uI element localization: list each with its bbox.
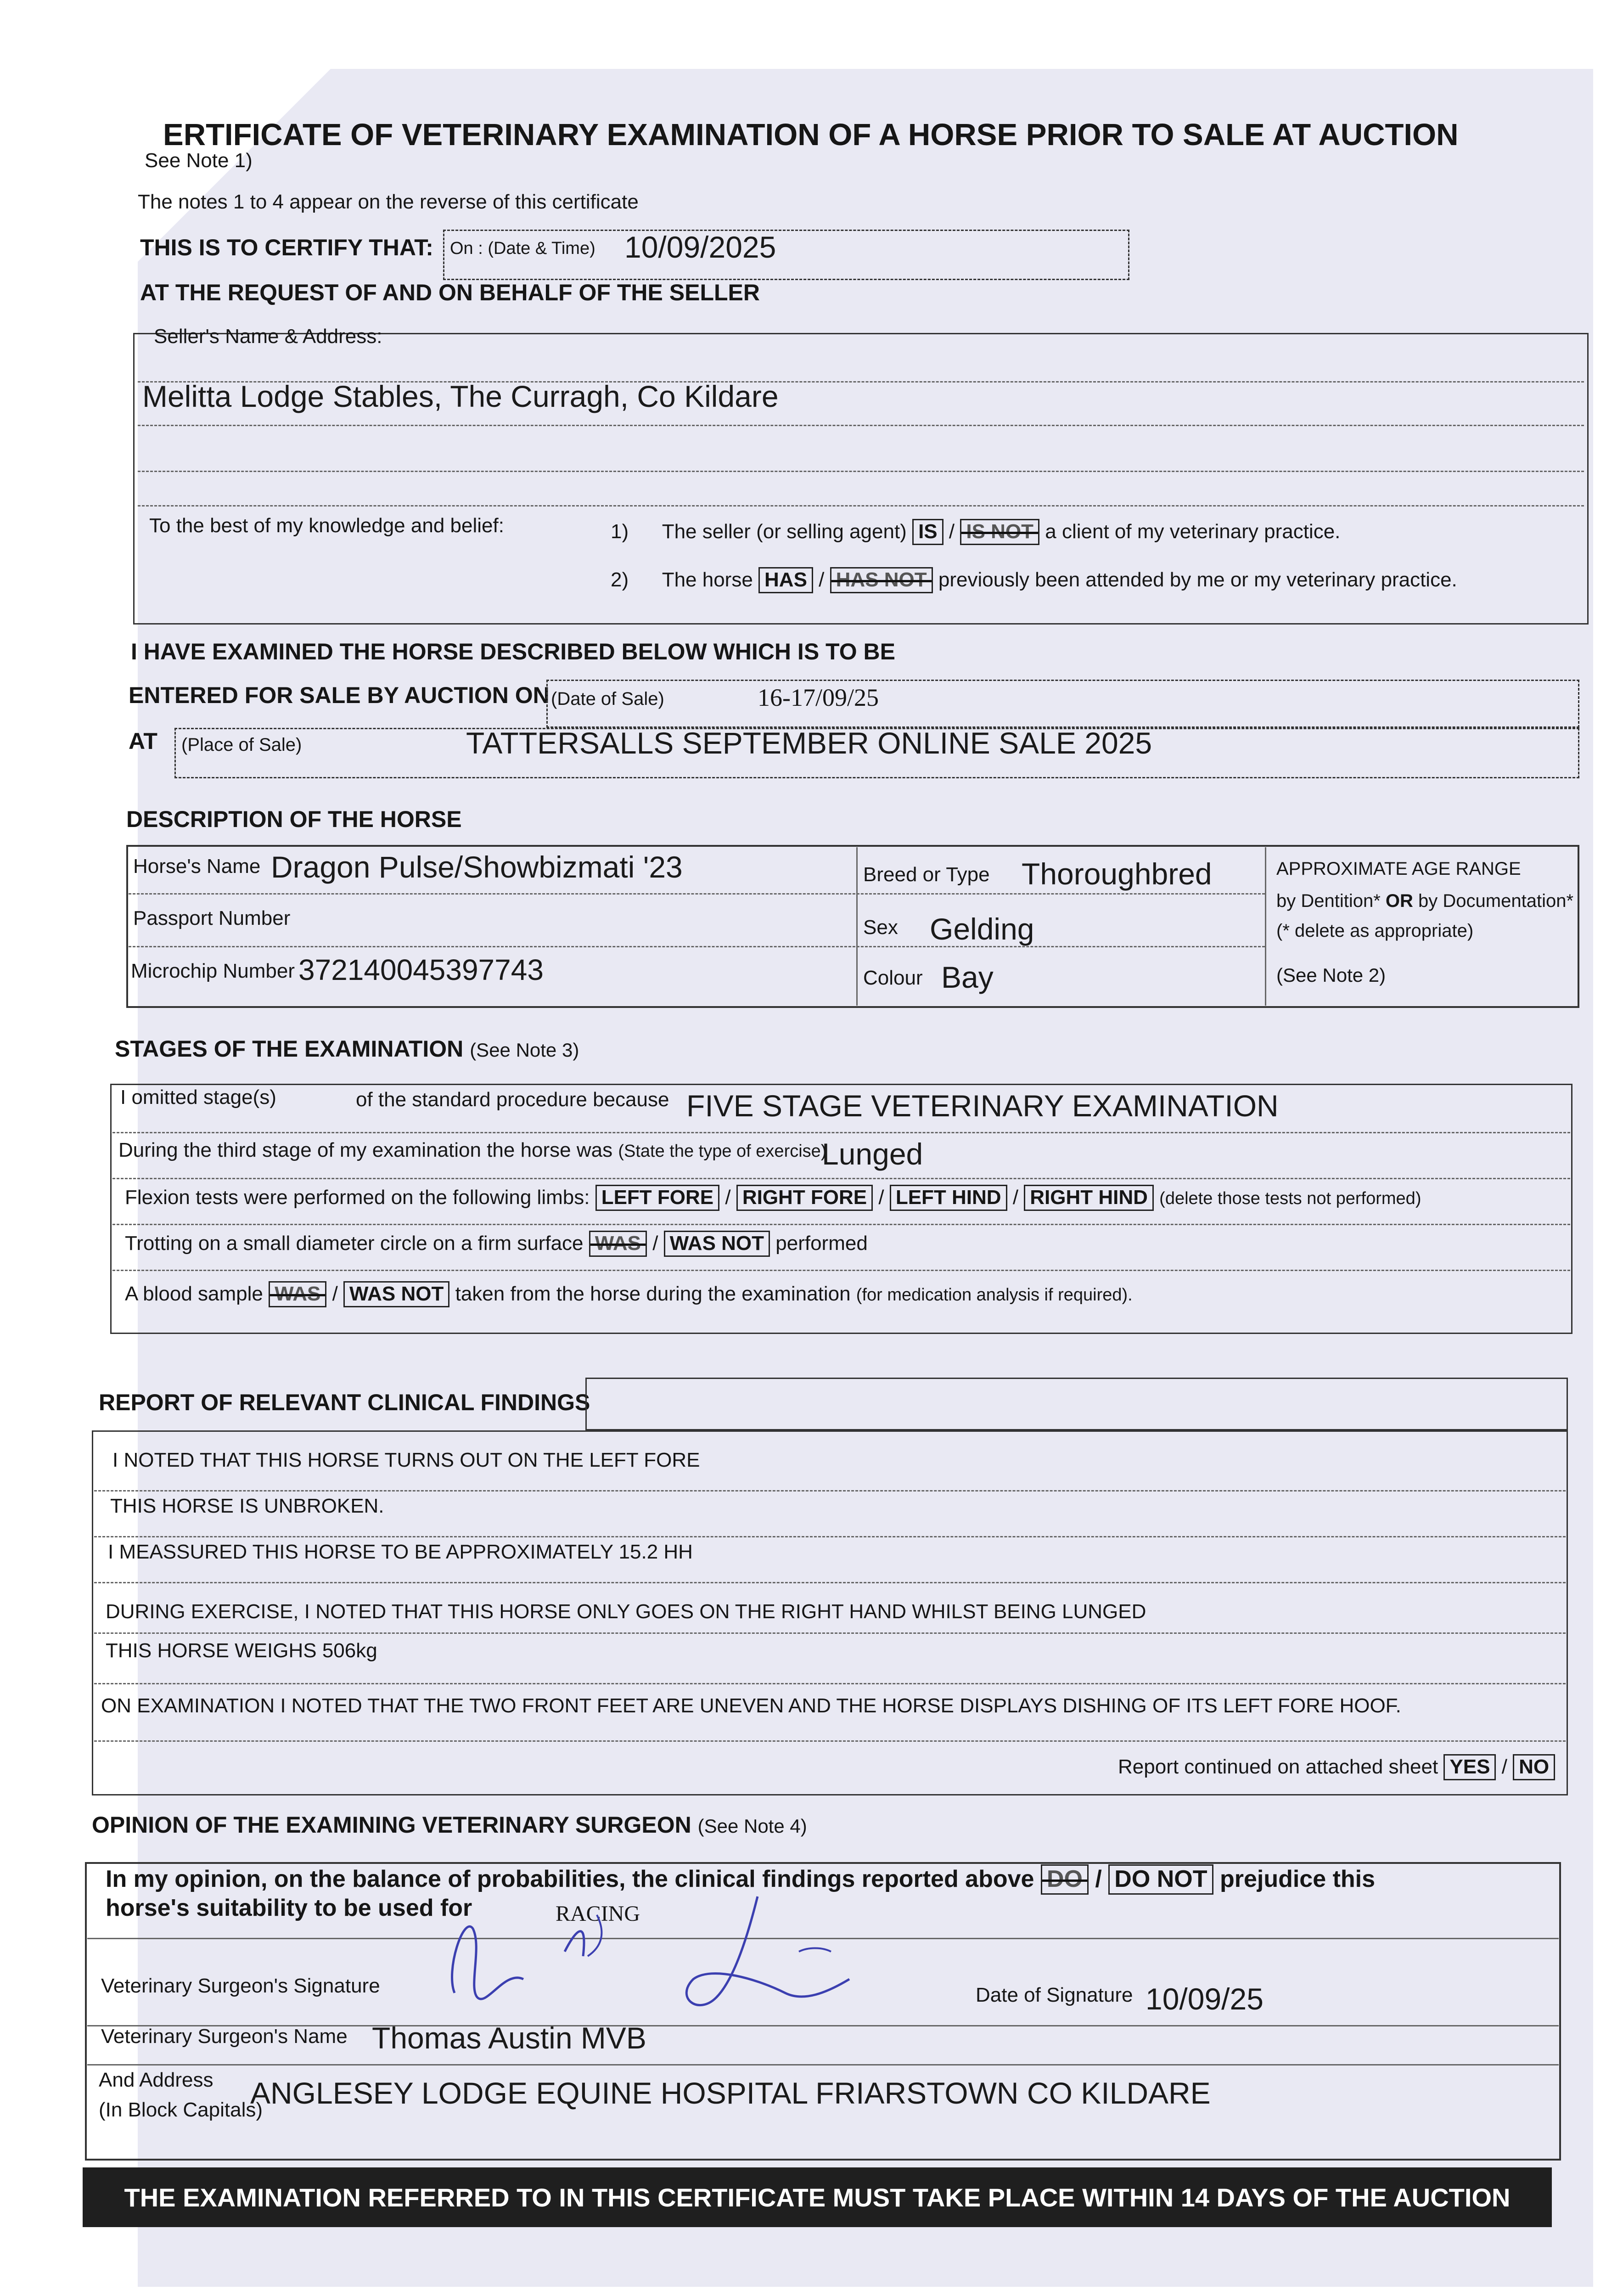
age-by-dentition: by Dentition*	[1276, 891, 1381, 911]
description-row-divider-2	[129, 946, 1265, 947]
report-line-6: ON EXAMINATION I NOTED THAT THE TWO FRONT FEET ARE UNEVEN AND THE HORSE DISPLAYS DISHING OF ITS LEFT FORE HOOF.	[101, 1694, 1401, 1717]
opinion-heading-text: OPINION OF THE EXAMINING VETERINARY SURGEON	[92, 1812, 691, 1838]
statement-1-option-is: IS	[912, 519, 943, 545]
omitted-mid: of the standard procedure because	[356, 1088, 669, 1111]
statement-2-pre: The horse	[662, 568, 753, 591]
at-label: AT	[129, 728, 157, 754]
age-see-note: (See Note 2)	[1276, 964, 1386, 986]
report-divider-5	[94, 1683, 1566, 1684]
notes-line: The notes 1 to 4 appear on the reverse of this certificate	[138, 191, 639, 213]
opinion-heading-note: (See Note 4)	[697, 1815, 807, 1837]
description-col-divider-2	[1265, 847, 1266, 1006]
limb-left-hind: LEFT HIND	[890, 1185, 1007, 1211]
address-value: ANGLESEY LODGE EQUINE HOSPITAL FRIARSTOWN CO KILDARE	[250, 2076, 1211, 2110]
third-stage-value: Lunged	[822, 1137, 923, 1171]
age-or: OR	[1385, 891, 1413, 911]
statement-2-number: 2)	[611, 568, 629, 591]
request-label: AT THE REQUEST OF AND ON BEHALF OF THE SELLER	[140, 280, 760, 305]
statement-1-option-is-not: IS NOT	[960, 519, 1039, 545]
report-heading: REPORT OF RELEVANT CLINICAL FINDINGS	[99, 1390, 590, 1415]
colour-label: Colour	[863, 967, 923, 989]
statement-1-separator: /	[949, 520, 955, 543]
passport-label: Passport Number	[133, 907, 291, 929]
trotting-post: performed	[775, 1232, 868, 1255]
stages-divider-2	[112, 1178, 1570, 1179]
surgeon-name-value: Thomas Austin MVB	[372, 2021, 646, 2055]
signature-label: Veterinary Surgeon's Signature	[101, 1975, 380, 1997]
date-of-signature-value: 10/09/25	[1146, 1982, 1264, 2016]
blood-note: (for medication analysis if required).	[856, 1285, 1133, 1305]
certificate-title: ERTIFICATE OF VETERINARY EXAMINATION OF A HORSE PRIOR TO SALE AT AUCTION	[163, 118, 1459, 152]
statement-1	[611, 519, 1340, 545]
report-divider-4	[94, 1632, 1566, 1634]
certify-date-value: 10/09/2025	[624, 230, 776, 264]
stages-heading-note: (See Note 3)	[470, 1039, 579, 1061]
sale-date-box	[546, 680, 1579, 728]
horse-name-value: Dragon Pulse/Showbizmati '23	[271, 850, 683, 884]
sale-place-label: (Place of Sale)	[181, 735, 302, 755]
statement-2-option-has-not: HAS NOT	[830, 567, 933, 593]
trotting-option-was: WAS	[589, 1231, 647, 1257]
trotting-line	[125, 1231, 868, 1257]
opinion-line-1-pre: In my opinion, on the balance of probabilities, the clinical findings reported above	[106, 1866, 1034, 1892]
limb-left-fore: LEFT FORE	[595, 1185, 719, 1211]
stages-heading-text: STAGES OF THE EXAMINATION	[115, 1036, 464, 1062]
stages-divider-1	[112, 1132, 1570, 1133]
age-range-label: APPROXIMATE AGE RANGE	[1276, 859, 1521, 879]
opinion-option-do: DO	[1041, 1864, 1089, 1895]
opinion-line-2: horse's suitability to be used for	[106, 1895, 472, 1921]
certify-label: THIS IS TO CERTIFY THAT:	[140, 235, 433, 260]
trotting-label: Trotting on a small diameter circle on a firm surface	[125, 1232, 584, 1255]
examined-label: I HAVE EXAMINED THE HORSE DESCRIBED BELOW WHICH IS TO BE	[131, 639, 895, 664]
trotting-separator: /	[652, 1232, 658, 1255]
report-divider-6	[94, 1740, 1566, 1742]
report-divider-1	[94, 1490, 1566, 1491]
flexion-label: Flexion tests were performed on the following limbs:	[125, 1186, 590, 1209]
report-continued	[1118, 1754, 1555, 1780]
seller-divider-2	[138, 425, 1584, 426]
intended-use-value: RACING	[556, 1902, 640, 1926]
breed-value: Thoroughbred	[1022, 857, 1212, 891]
report-continued-no: NO	[1513, 1754, 1555, 1780]
footer-text: THE EXAMINATION REFERRED TO IN THIS CERTIFICATE MUST TAKE PLACE WITHIN 14 DAYS OF THE AUCTION	[124, 2183, 1511, 2212]
blood-label: A blood sample	[125, 1283, 263, 1305]
report-line-1: I NOTED THAT THIS HORSE TURNS OUT ON THE LEFT FORE	[112, 1449, 700, 1471]
age-by-documentation: by Documentation*	[1418, 891, 1574, 911]
opinion-option-separator: /	[1095, 1866, 1102, 1892]
footer-banner	[83, 2167, 1552, 2227]
omitted-value: FIVE STAGE VETERINARY EXAMINATION	[686, 1089, 1279, 1123]
seller-divider-4	[138, 505, 1584, 506]
limb-right-fore: RIGHT FORE	[736, 1185, 873, 1211]
see-note-1: See Note 1)	[145, 149, 253, 172]
blood-post: taken from the horse during the examination	[455, 1283, 851, 1305]
address-label-2: (In Block Capitals)	[99, 2099, 263, 2121]
statement-2-option-has: HAS	[758, 567, 813, 593]
belief-label: To the best of my knowledge and belief:	[149, 514, 504, 537]
report-continued-yes: YES	[1443, 1754, 1496, 1780]
microchip-label: Microchip Number	[131, 960, 295, 982]
third-stage-line	[118, 1139, 826, 1162]
surgeon-name-label: Veterinary Surgeon's Name	[101, 2025, 348, 2048]
opinion-divider-3	[87, 2064, 1559, 2065]
report-line-2: THIS HORSE IS UNBROKEN.	[110, 1495, 384, 1517]
age-delete-note: (* delete as appropriate)	[1276, 921, 1474, 941]
stages-divider-3	[112, 1224, 1570, 1225]
opinion-heading	[92, 1812, 807, 1838]
breed-label: Breed or Type	[863, 863, 990, 886]
sale-date-value: 16-17/09/25	[758, 684, 879, 711]
sex-value: Gelding	[930, 912, 1034, 946]
report-continued-separator: /	[1501, 1756, 1507, 1778]
date-of-signature-label: Date of Signature	[976, 1984, 1133, 2006]
report-line-5: THIS HORSE WEIGHS 506kg	[106, 1639, 377, 1662]
opinion-option-do-not: DO NOT	[1108, 1864, 1213, 1895]
flexion-line: Flexion tests were performed on the following limbs: LEFT FORE / RIGHT FORE / LEFT HIND / RIGHT HIND (delete those tests not performed)	[125, 1185, 1421, 1211]
blood-option-was-not: WAS NOT	[343, 1281, 449, 1307]
report-divider-2	[94, 1536, 1566, 1537]
statement-2-separator: /	[819, 568, 825, 591]
colour-value: Bay	[941, 960, 994, 994]
statement-1-number: 1)	[611, 520, 629, 543]
report-divider-3	[94, 1582, 1566, 1583]
description-heading: DESCRIPTION OF THE HORSE	[126, 806, 462, 832]
report-continued-label: Report continued on attached sheet	[1118, 1756, 1438, 1778]
blood-option-was: WAS	[269, 1281, 326, 1307]
age-range-methods	[1276, 891, 1573, 912]
address-label: And Address	[99, 2069, 213, 2091]
seller-name-label: Seller's Name & Address:	[154, 325, 382, 348]
trotting-option-was-not: WAS NOT	[664, 1231, 770, 1257]
blood-separator: /	[332, 1283, 338, 1305]
horse-name-label: Horse's Name	[133, 855, 261, 878]
signature-scribble	[436, 1878, 895, 2025]
stages-divider-4	[112, 1270, 1570, 1271]
sale-date-label: (Date of Sale)	[551, 689, 664, 709]
third-stage-label: During the third stage of my examination the horse was	[118, 1139, 613, 1161]
seller-name-value: Melitta Lodge Stables, The Curragh, Co Kildare	[142, 379, 779, 413]
sale-place-value: TATTERSALLS SEPTEMBER ONLINE SALE 2025	[466, 726, 1152, 760]
sex-label: Sex	[863, 916, 898, 939]
entered-label: ENTERED FOR SALE BY AUCTION ON	[129, 682, 550, 708]
statement-2-post: previously been attended by me or my veterinary practice.	[938, 568, 1457, 591]
certify-date-label: On : (Date & Time)	[450, 239, 595, 258]
description-col-divider-1	[856, 847, 858, 1006]
statement-1-post: a client of my veterinary practice.	[1045, 520, 1341, 543]
limb-right-hind: RIGHT HIND	[1024, 1185, 1154, 1211]
opinion-line-1-post: prejudice this	[1219, 1866, 1376, 1892]
seller-divider-3	[138, 471, 1584, 472]
report-line-3: I MEASSURED THIS HORSE TO BE APPROXIMATELY 15.2 HH	[108, 1541, 693, 1563]
stages-heading	[115, 1035, 579, 1062]
statement-1-pre: The seller (or selling agent)	[662, 520, 907, 543]
blood-line	[125, 1281, 1133, 1307]
omitted-label: I omitted stage(s)	[120, 1086, 276, 1109]
statement-2	[611, 567, 1457, 593]
microchip-value: 372140045397743	[298, 953, 544, 986]
report-header-box	[585, 1378, 1568, 1430]
description-row-divider-1	[129, 893, 1265, 895]
flexion-note: (delete those tests not performed)	[1159, 1189, 1421, 1208]
third-stage-note: (State the type of exercise)	[618, 1142, 827, 1161]
report-line-4: DURING EXERCISE, I NOTED THAT THIS HORSE ONLY GOES ON THE RIGHT HAND WHILST BEING LUNGED	[106, 1600, 1146, 1623]
